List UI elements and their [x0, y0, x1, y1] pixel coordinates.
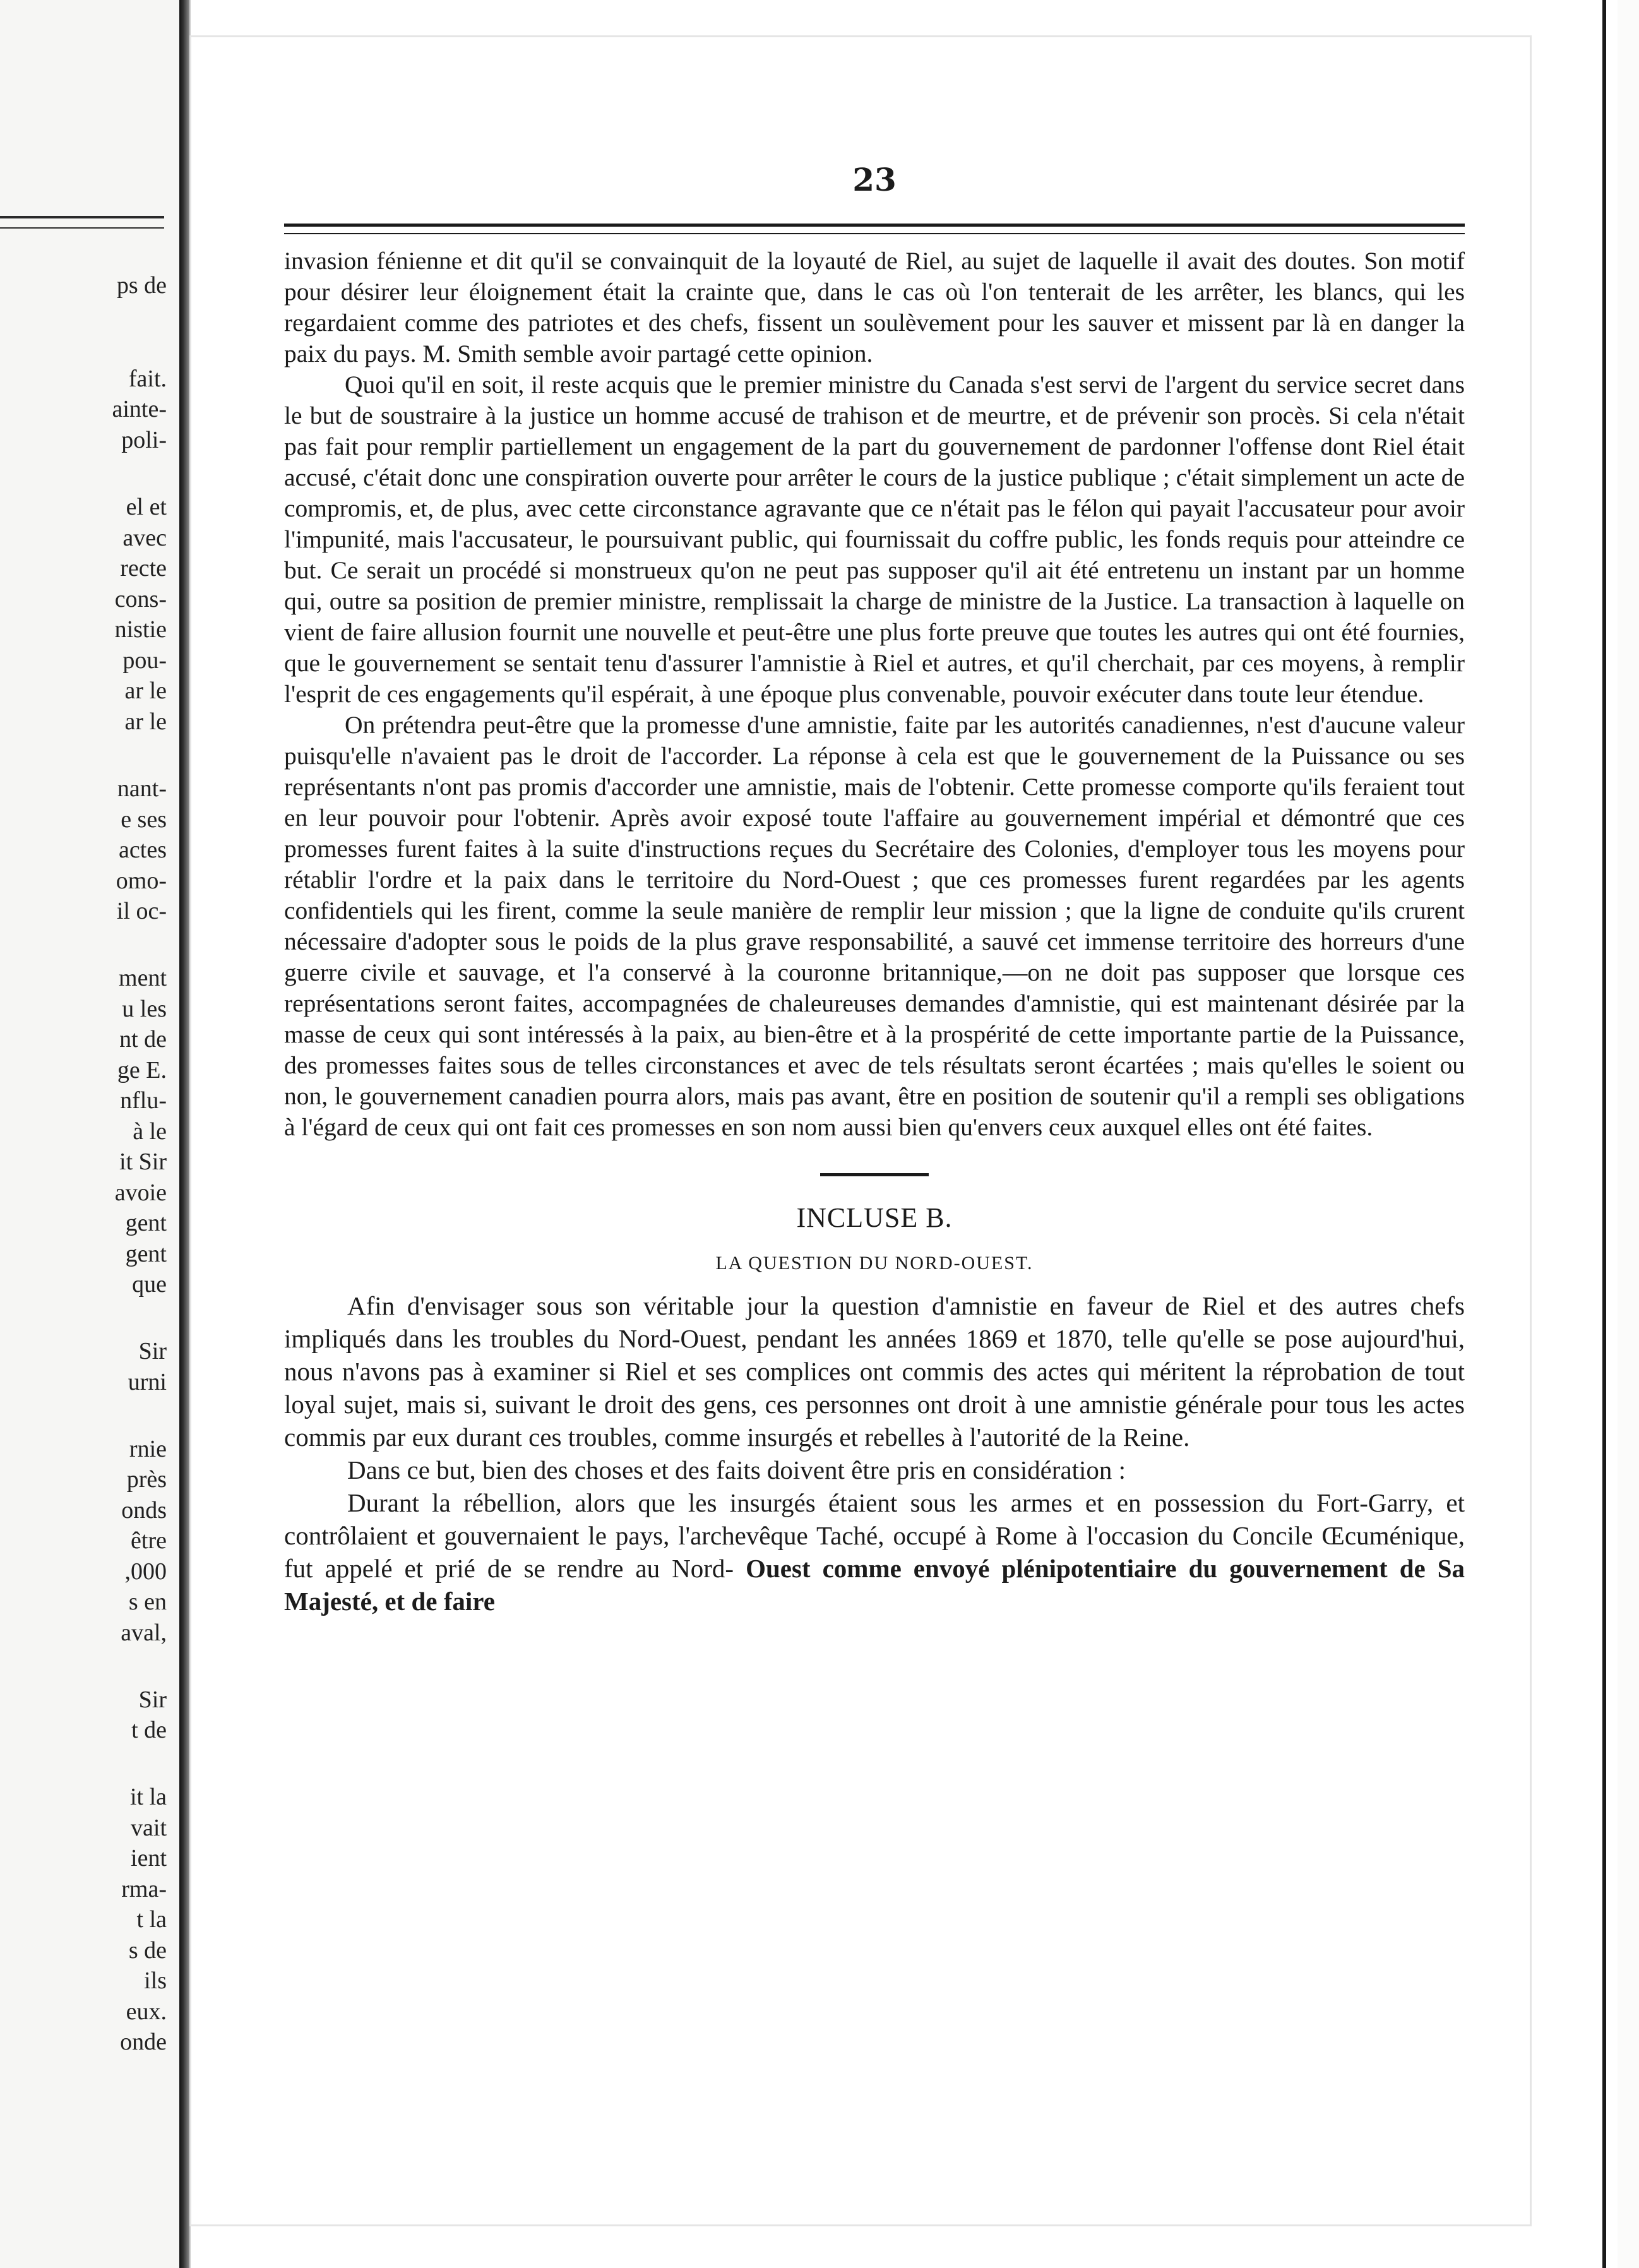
paragraph-b-rebellion-text: Durant la rébellion, alors que les insurgés étaient sous les armes et en possession du Fort-Garry, et contrôlaient et gouvernaient le pays, l'archevêque Taché, occupé à Rome à l'occasion du Concile Œcuménique, fut appelé et prié de se rendre au Nord-	[284, 1488, 1465, 1583]
facing-page-line: ils	[144, 1967, 167, 1994]
facing-page-line: el et	[126, 494, 167, 520]
facing-page-line: ar le	[124, 677, 167, 704]
facing-page-line: gent	[125, 1241, 167, 1267]
facing-page-line: ps de	[116, 272, 167, 299]
page-content	[284, 161, 1465, 1618]
facing-page-line: onde	[120, 2029, 167, 2055]
page-number: 23	[852, 161, 897, 198]
paragraph-b-intro: Afin d'envisager sous son véritable jour la question d'amnistie en faveur de Riel et des autres chefs impliqués dans les troubles du Nord-Ouest, pendant les années 1869 et 1870, telle qu'elle se pose aujourd'hui, nous n'avons pas à examiner si Riel et ses complices ont commis des actes qui méritent la réprobation de tout loyal sujet, mais si, suivant le droit des gens, ces personnes ont droit à une amnistie générale pour tous les actes commis par eux durant ces troubles, comme insurgés et rebelles à l'autorité de la Reine.	[284, 1291, 1465, 1452]
facing-page-line: it Sir	[119, 1149, 167, 1175]
paragraph-b-rebellion-bold: Ouest comme envoyé plénipotentiaire du gouvernement de Sa Majesté, et de faire	[284, 1554, 1465, 1616]
paragraph-b-rebellion	[284, 1486, 1465, 1618]
facing-page-line: eux.	[126, 1998, 167, 2025]
facing-page-line: ment	[119, 965, 167, 991]
facing-page-line: que	[132, 1271, 167, 1298]
facing-page-line: nflu-	[120, 1087, 167, 1114]
facing-page-line: it la	[129, 1784, 167, 1810]
facing-page-line: recte	[120, 555, 167, 582]
section-title: INCLUSE B.	[796, 1202, 953, 1233]
facing-page-line: près	[126, 1466, 167, 1493]
paragraph-secret-service: Quoi qu'il en soit, il reste acquis que le premier ministre du Canada s'est servi de l'argent du service secret dans le but de soustraire à la justice un homme accusé de trahison et de meurtre, et de prévenir son procès. Si cela n'était pas fait pour remplir partiellement un engagement de la part du gouvernement de pardonner l'offense dont Riel était accusé, c'était donc une conspiration ouverte pour arrêter le cours de la justice publique ; c'était simplement un acte de compromis, et, de plus, avec cette circonstance agravante que ce n'était pas le félon qui payait l'accusateur pour avoir l'impunité, mais l'accusateur, le poursuivant public, qui fournissait du coffre public, les fonds requis pour atteindre ce but. Ce serait un procédé si monstrueux qu'on ne peut pas supposer qu'il ait été entretenu un instant par un homme qui, outre sa position de premier ministre, remplissait la charge de ministre de la Justice. La transaction à laquelle on vient de faire allusion fournit une nouvelle et peut-être une plus forte preuve que toutes les autres qui ont été fournies, que le gouvernement se sentait tenu d'assurer l'amnistie à Riel et autres, et qu'il cherchait, par ces moyens, à remplir l'esprit de ces engagements qu'il espérait, à une époque plus convenable, pouvoir exécuter dans toute leur étendue.	[284, 371, 1465, 708]
facing-page-line: s de	[128, 1937, 167, 1964]
facing-page-line: omo-	[116, 868, 167, 894]
facing-page-line: être	[131, 1527, 167, 1554]
paragraph-b-purpose: Dans ce but, bien des choses et des faits doivent être pris en considération :	[347, 1455, 1126, 1484]
section-subtitle: LA QUESTION DU NORD-OUEST.	[715, 1253, 1034, 1274]
facing-page-line: rnie	[129, 1436, 167, 1462]
facing-page-line: ient	[131, 1845, 167, 1871]
facing-page-line: à le	[133, 1118, 167, 1145]
facing-page-line: actes	[119, 837, 167, 863]
header-rule	[284, 224, 1465, 234]
section-separator	[820, 1173, 929, 1176]
facing-page-line: u les	[122, 996, 167, 1022]
facing-page-line: ar le	[124, 708, 167, 735]
book-gutter	[179, 0, 189, 2268]
facing-page-line: il oc-	[116, 898, 167, 924]
facing-page-line: pou-	[122, 647, 167, 674]
facing-page-line: e ses	[121, 806, 167, 833]
facing-page-line: nant-	[117, 775, 167, 802]
facing-page-line: s en	[128, 1589, 167, 1615]
facing-page-fragment	[0, 0, 182, 2268]
facing-page-line: avec	[122, 525, 167, 551]
paragraph-amnesty-promise: On prétendra peut-être que la promesse d'une amnistie, faite par les autorités canadiennes, n'est d'aucune valeur puisqu'elle n'avaient pas le droit de l'accorder. La réponse à cela est que le gouvernement de la Puissance ou ses représentants n'ont pas promis d'accorder une amnistie, mais de l'obtenir. Cette promesse comporte qu'ils feraient tout en leur pouvoir pour l'obtenir. Après avoir exposé toute l'affaire au gouvernement impérial et démontré que ces promesses furent faites à la suite d'instructions reçues du Secrétaire des Colonies, d'employer tous les moyens pour rétablir l'ordre et la paix dans le territoire du Nord-Ouest ; que ces promesses furent regardées par les agents confidentiels qui les firent, comme la seule manière de remplir leur mission ; que la ligne de conduite qu'ils crurent nécessaire d'adopter sous le poids de la plus grave responsabilité, a sauvé cet immense territoire des horreurs d'une guerre civile et sauvage, et l'a conservé à la couronne britannique,—on ne doit pas supposer que lorsque ces représentations seront faites, accompagnées de chaleureuses demandes d'amnistie, qui est maintenant désirée par la masse de ceux qui sont intéressés à la paix, au bien-être et à la prospérité de cette importante partie de la Puissance, des promesses faites sous de telles circonstances et avec de tels résultats seront écartées ; mais qu'elles le soient ou non, le gouvernement canadien pourra alors, mais pas avant, être en position de soutenir qu'il a rempli ses obligations à l'égard de ceux qui ont fait ces promesses en son nom aussi bien qu'envers ceux auxquel elles ont été faites.	[284, 711, 1465, 1141]
facing-page-line: urni	[128, 1369, 167, 1395]
facing-page-line: aval,	[121, 1620, 167, 1646]
facing-page-line: ainte-	[112, 396, 167, 422]
facing-page-line: onds	[121, 1497, 167, 1524]
facing-page-line: poli-	[121, 427, 167, 453]
page-edge	[1602, 0, 1606, 2268]
facing-page-line: Sir	[138, 1338, 167, 1364]
facing-page-line: Sir	[138, 1686, 167, 1713]
facing-page-line: nt de	[119, 1026, 167, 1053]
facing-page-line: vait	[131, 1815, 167, 1841]
facing-page-line: t de	[131, 1717, 167, 1743]
facing-page-line: fait.	[128, 366, 167, 392]
facing-page-line: gent	[125, 1210, 167, 1236]
facing-page-line: avoie	[114, 1179, 167, 1206]
facing-page-rule	[0, 216, 164, 229]
facing-page-line: rma-	[121, 1876, 167, 1902]
facing-page-line: ge E.	[117, 1057, 167, 1083]
facing-page-line: ,000	[124, 1558, 167, 1585]
facing-page-line: nistie	[114, 616, 167, 643]
facing-page-line: t la	[136, 1906, 167, 1933]
facing-page-line: cons-	[114, 586, 167, 612]
paragraph-continuation: invasion fénienne et dit qu'il se convainquit de la loyauté de Riel, au sujet de laquelle il avait des doutes. Son motif pour désirer leur éloignement était la crainte que, dans le cas où l'on tenterait de les arrêter, les blancs, qui les regardaient comme des patriotes et des chefs, fissent un soulèvement pour les sauver et missent par là en danger la paix du pays. M. Smith semble avoir partagé cette opinion.	[284, 247, 1465, 367]
